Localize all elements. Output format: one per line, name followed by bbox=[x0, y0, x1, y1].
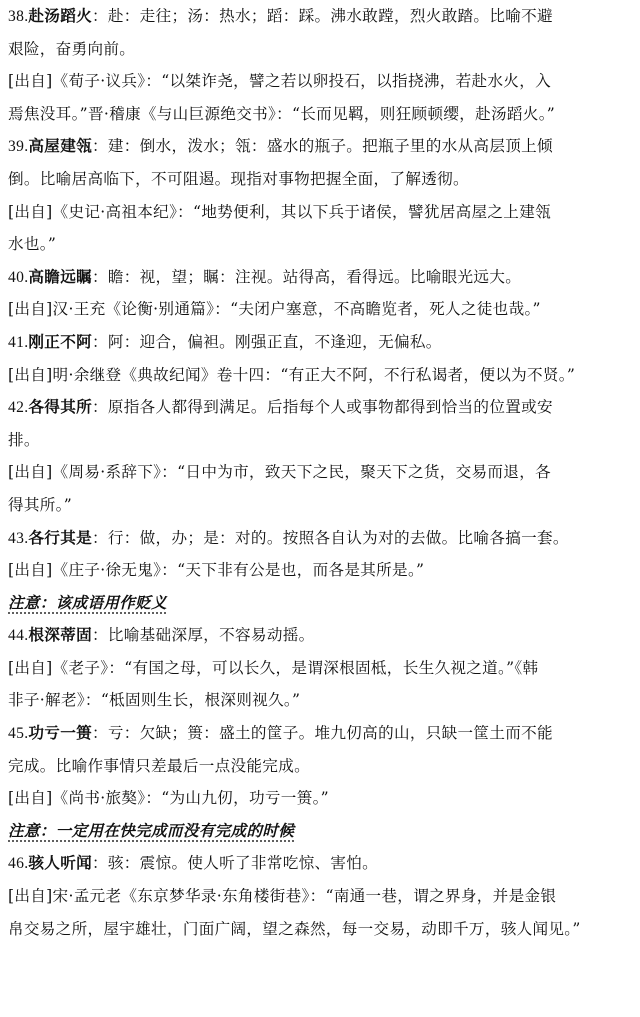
idiom-term: 根深蒂固 bbox=[28, 625, 92, 645]
definition-text: ：瞻：视，望；瞩：注视。站得高，看得远。比喻眼光远大。 bbox=[91, 267, 522, 286]
definition-line bbox=[8, 750, 634, 783]
usage-note: 注意：一定用在快完成而没有完成的时候 bbox=[8, 820, 295, 840]
idiom-term: 骇人听闻 bbox=[28, 853, 92, 873]
source-text: [出自]宋·孟元老《东京梦华录·东角楼街巷》：“南通一巷，谓之界身，并是金银 bbox=[8, 887, 557, 906]
definition-line bbox=[8, 163, 634, 196]
entry-heading-line bbox=[8, 522, 634, 555]
source-text: [出自]《荀子·议兵》：“以桀诈尧，譬之若以卵投石，以指挠沸，若赴水火，入 bbox=[8, 72, 551, 91]
idiom-term: 各行其是 bbox=[28, 527, 92, 547]
source-text: [出自]明·余继登《典故纪闻》卷十四：“有正大不阿，不行私谒者，便以为不贤。” bbox=[8, 365, 576, 384]
entry-heading-line bbox=[8, 717, 634, 750]
idiom-term: 各得其所 bbox=[28, 397, 92, 417]
definition-text: 艰险，奋勇向前。 bbox=[8, 39, 136, 58]
entry-heading-line bbox=[8, 261, 634, 294]
definition-text: ：亏：欠缺；篑：盛土的筐子。堆九仞高的山，只缺一筐土而不能 bbox=[91, 724, 553, 743]
idiom-term: 高瞻远瞩 bbox=[28, 266, 92, 286]
source-line bbox=[8, 359, 634, 392]
source-line bbox=[8, 913, 634, 946]
entry-heading-line bbox=[8, 326, 634, 359]
definition-text: ：行：做，办；是：对的。按照各自认为对的去做。比喻各搞一套。 bbox=[91, 528, 569, 547]
source-text: [出自]《老子》：“有国之母，可以长久，是谓深根固柢，长生久视之道。”《韩 bbox=[8, 658, 539, 677]
definition-text: ：原指各人都得到满足。后指每个人或事物都得到恰当的位置或安 bbox=[91, 398, 553, 417]
entry-number: 45. bbox=[8, 725, 29, 743]
source-line bbox=[8, 489, 634, 522]
source-line bbox=[8, 684, 634, 717]
idiom-entry bbox=[8, 0, 634, 130]
idiom-entry bbox=[8, 847, 634, 945]
source-line bbox=[8, 65, 634, 98]
entry-number: 43. bbox=[8, 529, 29, 547]
entry-number: 42. bbox=[8, 399, 29, 417]
source-text: 帛交易之所，屋宇雄壮，门面广阔，望之森然，每一交易，动即千万，骇人闻见。” bbox=[8, 919, 581, 938]
note-line bbox=[8, 587, 634, 620]
entry-heading-line bbox=[8, 130, 634, 163]
idiom-entry bbox=[8, 391, 634, 521]
source-line bbox=[8, 554, 634, 587]
source-line bbox=[8, 228, 634, 261]
entry-number: 39. bbox=[8, 138, 29, 156]
source-text: 水也。” bbox=[8, 235, 57, 254]
entry-heading-line bbox=[8, 0, 634, 33]
note-line bbox=[8, 815, 634, 848]
entry-number: 38. bbox=[8, 8, 29, 25]
source-text: [出自]汉·王充《论衡·别通篇》：“夫闭户塞意，不高瞻览者，死人之徒也哉。” bbox=[8, 300, 541, 319]
source-text: 焉焦没耳。”晋·稽康《与山巨源绝交书》：“长而见羁，则狂顾顿缨，赴汤蹈火。” bbox=[8, 104, 556, 123]
idiom-entry bbox=[8, 717, 634, 847]
entry-heading-line bbox=[8, 619, 634, 652]
definition-text: 倒。比喻居高临下，不可阻遏。现指对事物把握全面，了解透彻。 bbox=[8, 169, 469, 188]
source-line bbox=[8, 782, 634, 815]
source-text: 得其所。” bbox=[8, 495, 73, 514]
idiom-term: 高屋建瓴 bbox=[28, 136, 92, 156]
definition-text: ：阿：迎合，偏袒。刚强正直，不逢迎，无偏私。 bbox=[91, 332, 442, 351]
source-line bbox=[8, 196, 634, 229]
source-text: [出自]《尚书·旅獒》：“为山九仞，功亏一篑。” bbox=[8, 789, 329, 808]
entry-heading-line bbox=[8, 847, 634, 880]
definition-text: ：比喻基础深厚，不容易动摇。 bbox=[91, 626, 315, 645]
source-text: [出自]《史记·高祖本纪》：“地势便利，其以下兵于诸侯，譬犹居高屋之上建瓴 bbox=[8, 202, 551, 221]
entry-number: 46. bbox=[8, 855, 29, 873]
entry-heading-line bbox=[8, 391, 634, 424]
definition-line bbox=[8, 33, 634, 66]
idiom-term: 功亏一篑 bbox=[28, 723, 92, 743]
usage-note: 注意：该成语用作贬义 bbox=[8, 592, 167, 612]
source-line bbox=[8, 652, 634, 685]
definition-text: ：骇：震惊。使人听了非常吃惊、害怕。 bbox=[91, 854, 379, 873]
definition-line bbox=[8, 424, 634, 457]
entry-number: 41. bbox=[8, 333, 29, 351]
source-text: 非子·解老》：“柢固则生长，根深则视久。” bbox=[8, 691, 301, 710]
entry-number: 40. bbox=[8, 268, 29, 286]
definition-text: 完成。比喻作事情只差最后一点没能完成。 bbox=[8, 756, 310, 775]
source-line bbox=[8, 293, 634, 326]
definition-text: ：赴：走往；汤：热水；蹈：踩。沸水敢蹚，烈火敢踏。比喻不避 bbox=[91, 7, 553, 25]
idiom-entry bbox=[8, 261, 634, 326]
idiom-entry bbox=[8, 326, 634, 391]
source-line bbox=[8, 98, 634, 131]
definition-text: ：建：倒水，泼水；瓴：盛水的瓶子。把瓶子里的水从高层顶上倾 bbox=[91, 137, 553, 156]
source-text: [出自]《庄子·徐无鬼》：“天下非有公是也，而各是其所是。” bbox=[8, 561, 425, 580]
idiom-entry bbox=[8, 619, 634, 717]
source-line bbox=[8, 456, 634, 489]
idiom-entry bbox=[8, 130, 634, 260]
idiom-term: 刚正不阿 bbox=[28, 331, 92, 351]
entry-number: 44. bbox=[8, 627, 29, 645]
source-line bbox=[8, 880, 634, 913]
idiom-entry bbox=[8, 522, 634, 620]
definition-text: 排。 bbox=[8, 430, 40, 449]
idiom-term: 赴汤蹈火 bbox=[28, 6, 92, 25]
source-text: [出自]《周易·系辞下》：“日中为市，致天下之民，聚天下之货，交易而退，各 bbox=[8, 463, 551, 482]
